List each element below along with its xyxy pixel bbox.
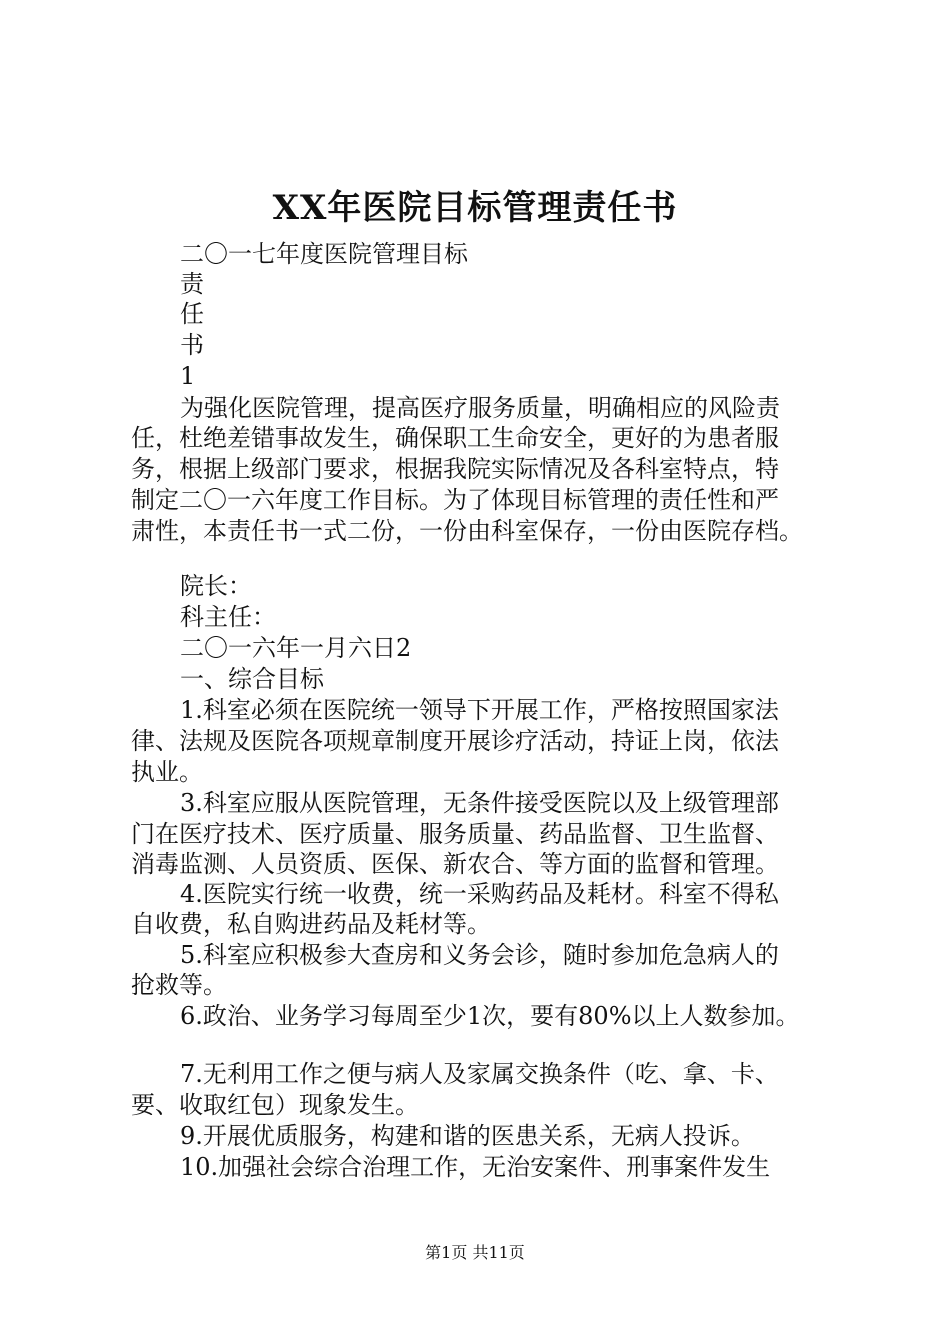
signature-director: 科主任： [180,603,276,631]
signature-president: 院长： [180,572,252,600]
signature-date: 二〇一六年一月六日2 [180,634,412,662]
goal-item-line: 4.医院实行统一收费，统一采购药品及耗材。科室不得私 [180,880,779,908]
goal-item-line: 门在医疗技术、医疗质量、服务质量、药品监督、卫生监督、 [131,820,779,848]
intro-paragraph-line: 肃性，本责任书一式二份，一份由科室保存，一份由医院存档。 [131,517,803,545]
goal-item-line: 9.开展优质服务，构建和谐的医患关系，无病人投诉。 [180,1122,755,1150]
document-title: XX年医院目标管理责任书 [272,188,678,228]
intro-paragraph-line: 制定二〇一六年度工作目标。为了体现目标管理的责任性和严 [131,486,779,514]
header-line: 任 [180,300,204,328]
goal-item-line: 抢救等。 [131,971,227,999]
goal-item-line: 1.科室必须在医院统一领导下开展工作，严格按照国家法 [180,696,779,724]
goal-item-line: 执业。 [131,758,203,786]
header-line: 1 [180,362,196,390]
goal-item-line: 7.无利用工作之便与病人及家属交换条件（吃、拿、卡、 [180,1060,779,1088]
goal-item-line: 自收费，私自购进药品及耗材等。 [131,910,491,938]
header-line: 书 [180,331,204,359]
goal-item-line: 消毒监测、人员资质、医保、新农合、等方面的监督和管理。 [131,850,779,878]
goal-item-line: 5.科室应积极参大查房和义务会诊，随时参加危急病人的 [180,941,779,969]
section-heading: 一、综合目标 [180,665,324,693]
goal-item-line: 3.科室应服从医院管理，无条件接受医院以及上级管理部 [180,789,779,817]
intro-paragraph-line: 务，根据上级部门要求，根据我院实际情况及各科室特点，特 [131,455,779,483]
header-line: 二〇一七年度医院管理目标 [180,240,468,268]
intro-paragraph-line: 任，杜绝差错事故发生，确保职工生命安全，更好的为患者服 [131,424,779,452]
page-footer: 第1页 共11页 [425,1243,525,1262]
goal-item-line: 10.加强社会综合治理工作，无治安案件、刑事案件发生 [180,1153,771,1181]
intro-paragraph-line: 为强化医院管理，提高医疗服务质量，明确相应的风险责 [180,394,780,422]
goal-item-line: 律、法规及医院各项规章制度开展诊疗活动，持证上岗，依法 [131,727,779,755]
goal-item-line: 6.政治、业务学习每周至少1次，要有80%以上人数参加。 [180,1002,800,1030]
header-line: 责 [180,270,204,298]
goal-item-line: 要、收取红包）现象发生。 [131,1091,419,1119]
